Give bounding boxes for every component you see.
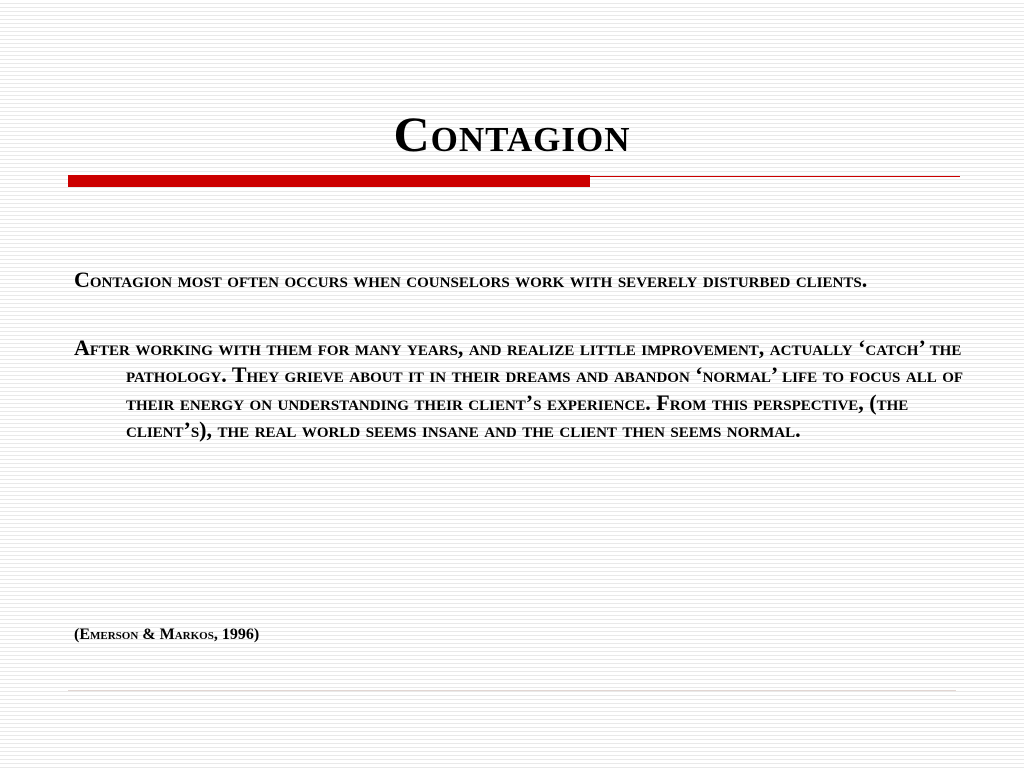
citation: (Emerson & Markos, 1996)	[74, 626, 260, 643]
paragraph-contagion-process: After working with them for many years, and realize little improvement, actually ‘catch’ the pathology. They grieve about it in their dreams and abandon ‘normal’ life to focus all of their energy on understanding their client’s experience. From this perspective, (the client’s), the real world seems insane and the client then seems normal.	[74, 334, 964, 442]
slide-body	[74, 266, 974, 444]
footer-divider	[68, 690, 956, 691]
title-underline-thick	[68, 175, 590, 187]
slide-title: Contagion	[393, 106, 631, 162]
paragraph-contagion-definition: Contagion most often occurs when counselors work with severely disturbed clients.	[74, 267, 868, 292]
title-underline-thin	[590, 176, 960, 177]
